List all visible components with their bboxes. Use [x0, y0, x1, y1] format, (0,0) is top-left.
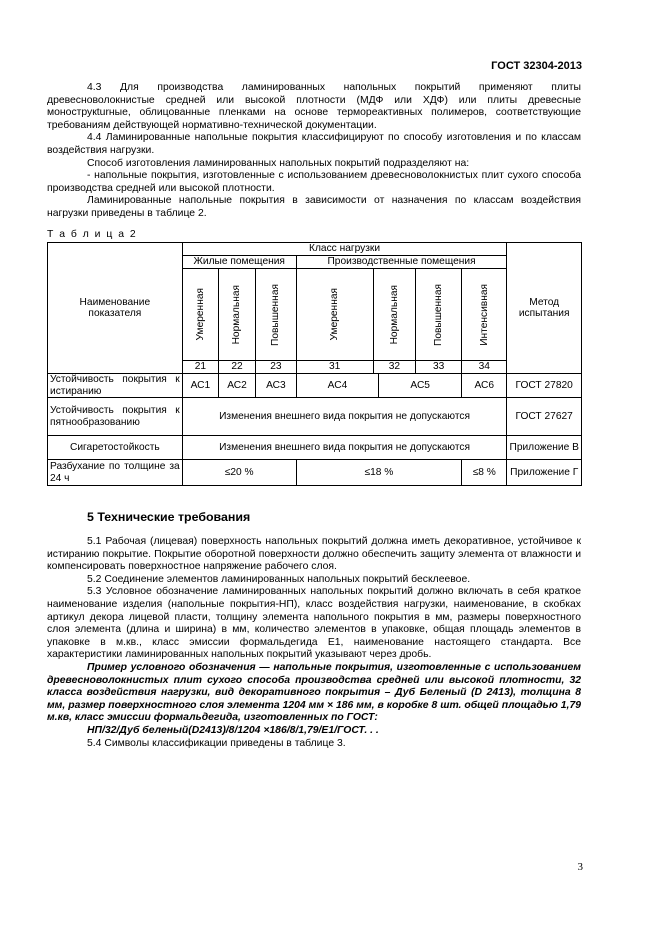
level-label: Повышенная [270, 283, 282, 346]
table-2-caption: Т а б л и ц а 2 [47, 229, 138, 240]
level-label: Нормальная [388, 284, 400, 345]
paragraph-4-3: 4.3 Для производства ламинированных напольных покрытий применяют плиты древесноволокнистые средней или высокой плотности (МДФ или ХДФ) или плиты древесные монострукturные, облицованные пленками на основе термореактивных полимеров, соответствующие требованиям действующей нормативно-технической документации. [47, 82, 581, 131]
class-code: 32 [373, 361, 416, 374]
header-industrial: Производственные помещения [296, 256, 507, 269]
level-cell [182, 269, 218, 361]
table-cell: Изменения внешнего вида покрытия не допускаются [182, 436, 507, 460]
table-cell-method: ГОСТ 27820 [507, 374, 582, 398]
level-cell [462, 269, 507, 361]
row-name-abrasion: Устойчивость покрытия к истиранию [48, 374, 183, 398]
table-cell: АС1 [182, 374, 218, 398]
section-5-heading: 5 Технические требования [87, 510, 251, 524]
class-code: 23 [256, 361, 297, 374]
level-cell [416, 269, 462, 361]
table-cell: ≤20 % [182, 460, 296, 486]
column-header-method: Метод испытания [507, 243, 582, 374]
table-cell: АС5 [379, 374, 462, 398]
paragraph-5-4: 5.4 Символы классификации приведены в таблице 3. [87, 737, 346, 749]
level-label: Умеренная [194, 288, 206, 341]
document-header: ГОСТ 32304-2013 [491, 60, 582, 72]
level-label: Интенсивная [478, 283, 490, 346]
level-cell [218, 269, 255, 361]
level-label: Повышенная [432, 283, 444, 346]
class-code: 31 [296, 361, 373, 374]
column-header-load-class: Класс нагрузки [182, 243, 507, 256]
table-cell-method: Приложение В [507, 436, 582, 460]
designation-example: Пример условного обозначения — напольные покрытия, изготовленные с использованием древесноволокнистых плит сухого способа производства средней или высокой плотности, 32 класса воздействия нагрузки, вид декоративного покрытия – Дуб Беленый (D 2413), толщина 8 мм, размер поверхностного слоя элемента 1204 мм × 186 мм, в коробке 8 шт. общей площадью 1,79 м.кв, класс эмиссии формальдегида, изготовленных по ГОСТ: [47, 661, 581, 724]
table-cell: Изменения внешнего вида покрытия не допускаются [182, 398, 507, 436]
row-name-cigarette: Сигаретостойкость [48, 436, 183, 460]
table-cell-method: ГОСТ 27627 [507, 398, 582, 436]
paragraph-method: Способ изготовления ламинированных напольных покрытий подразделяют на: [87, 157, 470, 169]
paragraph-5-1: 5.1 Рабочая (лицевая) поверхность напольных покрытий должна иметь декоративное, устойчивое к истиранию покрытие. Покрытие оборотной поверхности должно обеспечить защиту элемента от влажности и компенсировать поверхностное напряжение рабочего слоя. [47, 536, 581, 573]
class-code: 22 [218, 361, 255, 374]
column-header-name: Наименование показателя [48, 243, 183, 374]
class-code: 33 [416, 361, 462, 374]
table-cell: АС3 [256, 374, 297, 398]
paragraph-5-2: 5.2 Соединение элементов ламинированных напольных покрытий бесклеевое. [87, 573, 471, 585]
paragraph-4-4: 4.4 Ламинированные напольные покрытия классифицируют по способу изготовления и по классам воздействия нагрузки. [47, 132, 581, 156]
designation-string: НП/32/Дуб беленый(D2413)/8/1204 ×186/8/1,79/Е1/ГОСТ. . . [87, 724, 379, 736]
table-cell-method: Приложение Г [507, 460, 582, 486]
section-5-text [47, 536, 581, 750]
table-cell: ≤8 % [462, 460, 507, 486]
class-code: 34 [462, 361, 507, 374]
level-cell [296, 269, 373, 361]
row-name-stain: Устойчивость покрытия к пятнообразованию [48, 398, 183, 436]
level-label: Умеренная [328, 288, 340, 341]
class-code: 21 [182, 361, 218, 374]
paragraph-table-ref: Ламинированные напольные покрытия в зависимости от назначения по классам воздействия нагрузки приведены в таблице 2. [47, 195, 581, 219]
row-name-swelling: Разбухание по толщине за 24 ч [48, 460, 183, 486]
intro-text [47, 82, 581, 221]
table-2 [47, 242, 582, 486]
level-label: Нормальная [231, 284, 243, 345]
table-cell: АС4 [296, 374, 379, 398]
page-number: 3 [577, 861, 583, 873]
paragraph-5-3: 5.3 Условное обозначение ламинированных напольных покрытий должно включать в себя краткое наименование изделия (напольные покрытия-НП), класс воздействия нагрузки, наименование, в скобках артикул декора лицевой пласти, толщину элемента напольного покрытия в мм, размеры поверхностного слоя элемента (длина и ширина) в мм, количество элементов в упаковке, общая площадь элементов в упаковке в м.кв., класс эмиссии формальдегида Е1, наименование настоящего стандарта. Все характеристики ламинированных напольных покрытий указывают через дробь. [47, 586, 581, 661]
paragraph-method-item: - напольные покрытия, изготовленные с использованием древесноволокнистых плит сухого способа производства средней или высокой плотности. [47, 170, 581, 194]
header-residential: Жилые помещения [182, 256, 296, 269]
table-cell: АС2 [218, 374, 255, 398]
table-cell: ≤18 % [296, 460, 461, 486]
level-cell [256, 269, 297, 361]
table-cell: АС6 [462, 374, 507, 398]
level-cell [373, 269, 416, 361]
